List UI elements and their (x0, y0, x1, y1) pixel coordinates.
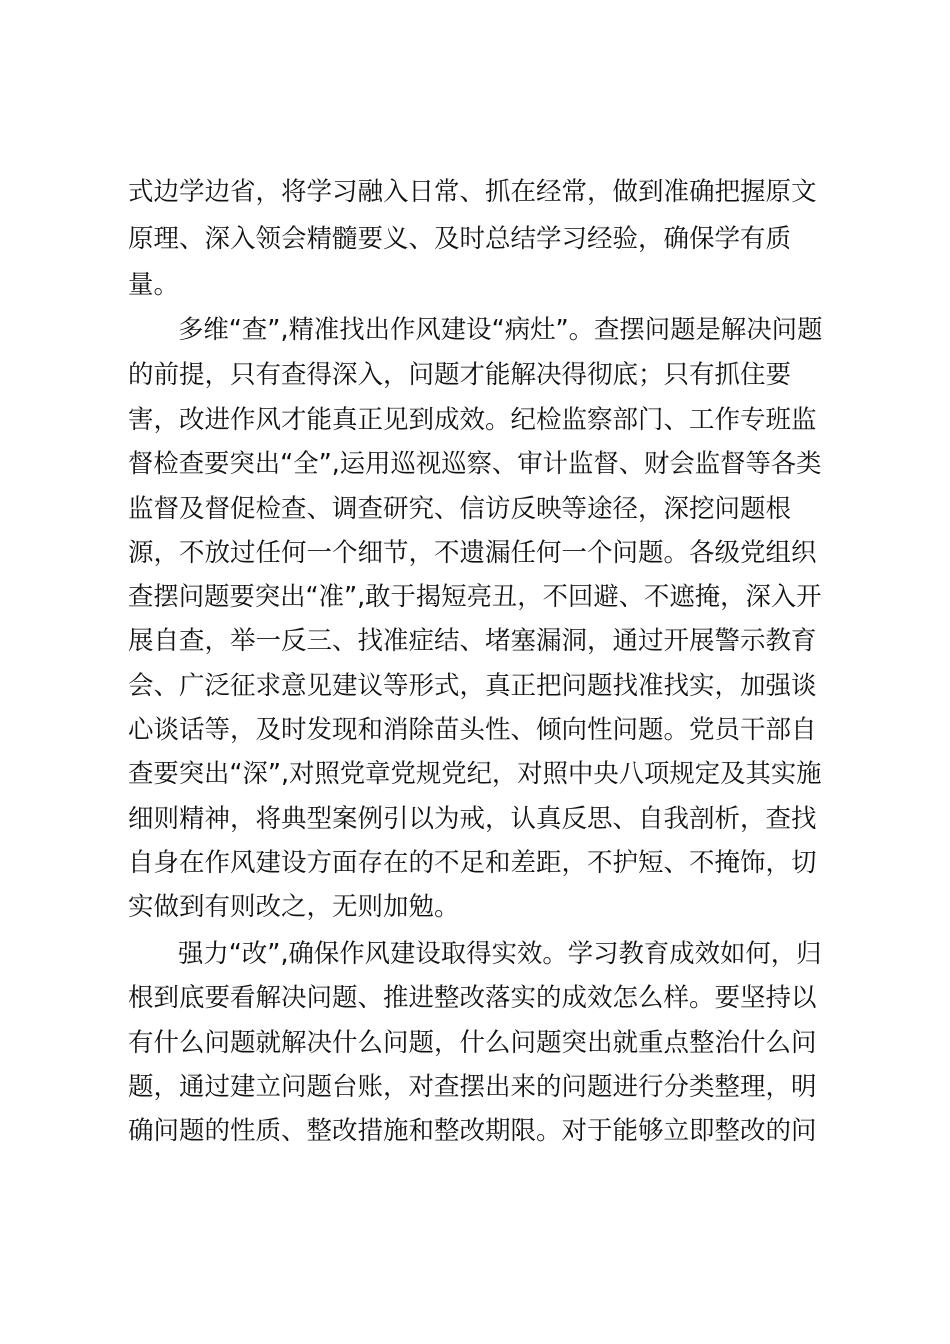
text-line: 根到底要看解决问题、推进整改落实的成效怎么样。要坚持以 (128, 983, 817, 1013)
text-line: 查摆问题要突出“准”,敢于揭短亮丑，不回避、不遮掩，深入开 (128, 582, 822, 612)
paragraph-first-line: 强力“改”,确保作风建设取得实效。学习教育成效如何，归 (178, 939, 822, 969)
text-line: 查要突出“深”,对照党章党规党纪，对照中央八项规定及其实施 (128, 759, 822, 789)
text-line: 式边学边省，将学习融入日常、抓在经常，做到准确把握原文 (128, 177, 817, 207)
text-line: 有什么问题就解决什么问题，什么问题突出就重点整治什么问 (128, 1028, 817, 1058)
text-line: 害，改进作风才能真正见到成效。纪检监察部门、工作专班监 (128, 405, 817, 435)
text-line: 量。 (128, 270, 180, 300)
text-line: 心谈话等，及时发现和消除苗头性、倾向性问题。党员干部自 (128, 715, 817, 745)
text-line: 的前提，只有查得深入，问题才能解决得彻底；只有抓住要 (128, 360, 792, 390)
text-line: 展自查，举一反三、找准症结、堵塞漏洞，通过开展警示教育 (128, 626, 817, 656)
text-line: 监督及督促检查、调查研究、信访反映等途径，深挖问题根 (128, 494, 792, 524)
paragraph-first-line: 多维“查”,精准找出作风建设“病灶”。查摆问题是解决问题 (178, 315, 823, 345)
text-line: 自身在作风建设方面存在的不足和差距，不护短、不掩饰，切 (128, 848, 817, 878)
text-line: 源，不放过任何一个细节，不遗漏任何一个问题。各级党组织 (128, 538, 817, 568)
text-line: 督检查要突出“全”,运用巡视巡察、审计监督、财会监督等各类 (128, 449, 822, 479)
text-line: 细则精神，将典型案例引以为戒，认真反思、自我剖析，查找 (128, 804, 817, 834)
text-line: 题，通过建立问题台账，对查摆出来的问题进行分类整理，明 (128, 1072, 817, 1102)
text-line: 确问题的性质、整改措施和整改期限。对于能够立即整改的问 (128, 1116, 817, 1146)
text-line: 会、广泛征求意见建议等形式，真正把问题找准找实，加强谈 (128, 671, 817, 701)
text-line: 实做到有则改之，无则加勉。 (128, 892, 460, 922)
text-line: 原理、深入领会精髓要义、及时总结学习经验，确保学有质 (128, 224, 792, 254)
